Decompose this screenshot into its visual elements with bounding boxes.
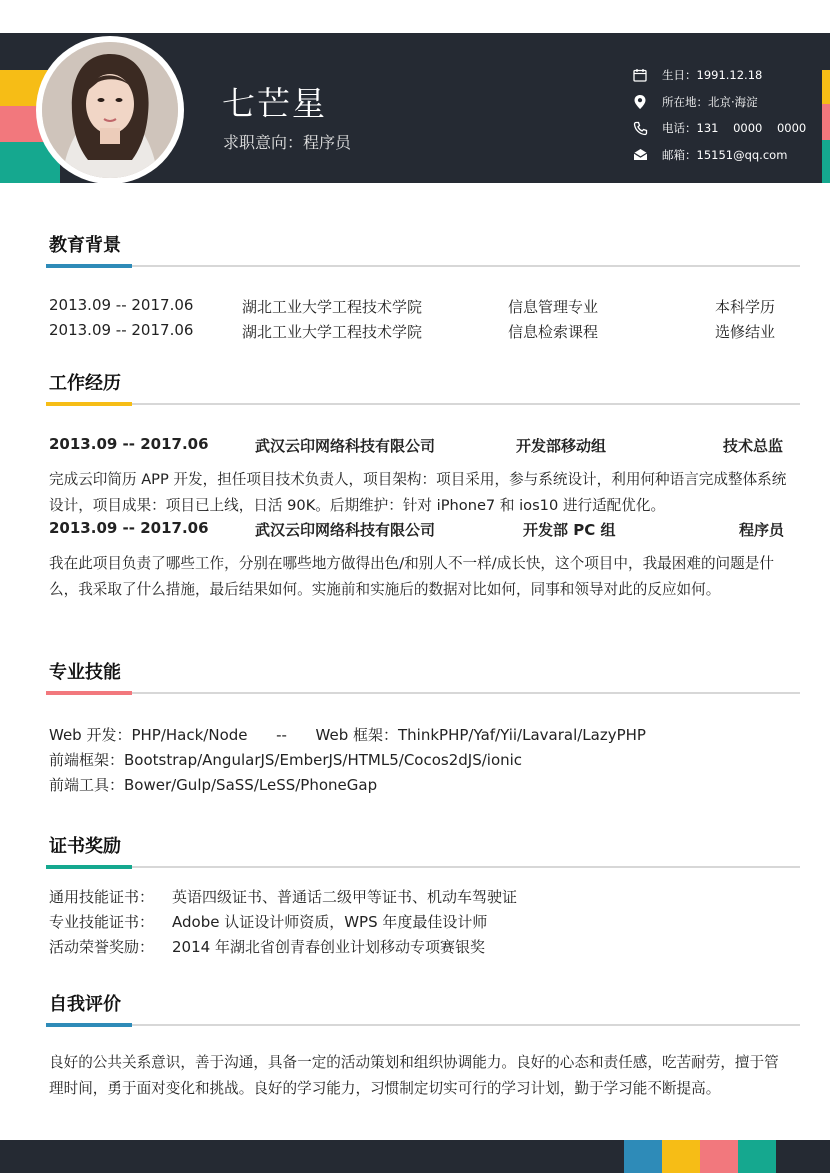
section-title-skills: 专业技能 [49, 662, 121, 683]
contact-text: 邮箱：15151@qq.com [662, 147, 788, 162]
skill-line: 前端框架：Bootstrap/AngularJS/EmberJS/HTML5/Cocos2dJS/ionic [49, 751, 523, 769]
right-stripe-pink [822, 104, 830, 140]
mail-icon [632, 147, 648, 163]
candidate-name: 七芒星 [222, 84, 327, 123]
education-school: 湖北工业大学工程技术学院 [242, 298, 423, 316]
contact-text: 生日：1991.12.18 [662, 68, 763, 83]
skill-line: 前端工具：Bower/Gulp/SaSS/LeSS/PhoneGap [49, 776, 378, 794]
contact-text: 电话：131 0000 0000 [662, 121, 807, 136]
section-title-certs: 证书奖励 [49, 836, 121, 857]
work-header-row [49, 435, 789, 459]
work-dept: 开发部 PC 组 [523, 521, 616, 539]
cert-row [49, 936, 789, 960]
work-header-row [49, 519, 789, 543]
section-title-education: 教育背景 [49, 235, 121, 256]
education-school: 湖北工业大学工程技术学院 [242, 323, 423, 341]
work-date: 2013.09 -- 2017.06 [49, 435, 209, 453]
section-title-self: 自我评价 [49, 994, 121, 1015]
contact-birthday [632, 62, 822, 89]
education-row [49, 321, 789, 345]
cert-row [49, 886, 789, 910]
section-accent-teal [46, 865, 132, 869]
section-accent-yellow [46, 402, 132, 406]
cert-value: 2014 年湖北省创青春创业计划移动专项赛银奖 [172, 938, 485, 956]
work-dept: 开发部移动组 [516, 437, 607, 455]
section-divider [46, 403, 800, 405]
location-pin-icon [632, 94, 648, 110]
section-divider [46, 1024, 800, 1026]
work-date: 2013.09 -- 2017.06 [49, 519, 209, 537]
section-accent-blue [46, 264, 132, 268]
work-role: 技术总监 [723, 437, 784, 455]
avatar [36, 36, 184, 184]
cert-value: Adobe 认证设计师资质，WPS 年度最佳设计师 [172, 913, 488, 931]
skill-line: Web 开发：PHP/Hack/Node -- Web 框架：ThinkPHP/Yaf/Yii/Lavaral/LazyPHP [49, 726, 646, 744]
footer-block-teal [738, 1140, 776, 1173]
section-title-work: 工作经历 [49, 373, 121, 394]
job-intent: 求职意向：程序员 [223, 133, 352, 152]
section-accent-blue [46, 1023, 132, 1027]
footer-block-blue [624, 1140, 662, 1173]
self-evaluation-text: 良好的公共关系意识，善于沟通，具备一定的活动策划和组织协调能力。良好的心态和责任感，吃苦耐劳，擅于管理时间，勇于面对变化和挑战。良好的学习能力，习惯制定切实可行的学习计划，勤于学习能不断提高。 [49, 1054, 779, 1097]
cert-label: 活动荣誉奖励： [49, 938, 155, 956]
cert-label: 通用技能证书： [49, 888, 155, 906]
education-row [49, 296, 789, 320]
calendar-icon [632, 67, 648, 83]
phone-icon [632, 120, 648, 136]
avatar-photo [42, 42, 178, 178]
cert-row [49, 911, 789, 935]
section-accent-pink [46, 691, 132, 695]
education-major: 信息检索课程 [508, 323, 599, 341]
contact-list [632, 62, 822, 168]
footer-block-pink [700, 1140, 738, 1173]
section-divider [46, 866, 800, 868]
education-degree: 选修结业 [715, 323, 776, 341]
education-major: 信息管理专业 [508, 298, 599, 316]
cert-label: 专业技能证书： [49, 913, 155, 931]
work-description: 我在此项目负责了哪些工作，分别在哪些地方做得出色/和别人不一样/成长快，这个项目中，我最困难的问题是什么，我采取了什么措施，最后结果如何。实施前和实施后的数据对比如何，同事和领导对此的反应如何。 [49, 555, 774, 598]
work-description: 完成云印简历 APP 开发，担任项目技术负责人，项目架构：项目采用，参与系统设计，利用何种语言完成整体系统设计，项目成果：项目已上线，日活 90K。后期维护：针对 iPhone7 和 ios10 进行适配优化。 [49, 471, 787, 514]
education-date: 2013.09 -- 2017.06 [49, 296, 194, 314]
right-stripe-teal [822, 140, 830, 183]
work-role: 程序员 [739, 521, 785, 539]
contact-email [632, 142, 822, 169]
education-date: 2013.09 -- 2017.06 [49, 321, 194, 339]
contact-text: 所在地：北京·海淀 [662, 94, 758, 109]
work-company: 武汉云印网络科技有限公司 [255, 437, 436, 455]
right-stripe-yellow [822, 70, 830, 104]
contact-phone [632, 115, 822, 142]
section-divider [46, 265, 800, 267]
education-degree: 本科学历 [715, 298, 776, 316]
work-company: 武汉云印网络科技有限公司 [255, 521, 436, 539]
footer-block-yellow [662, 1140, 700, 1173]
cert-value: 英语四级证书、普通话二级甲等证书、机动车驾驶证 [172, 888, 518, 906]
section-divider [46, 692, 800, 694]
contact-location [632, 89, 822, 116]
